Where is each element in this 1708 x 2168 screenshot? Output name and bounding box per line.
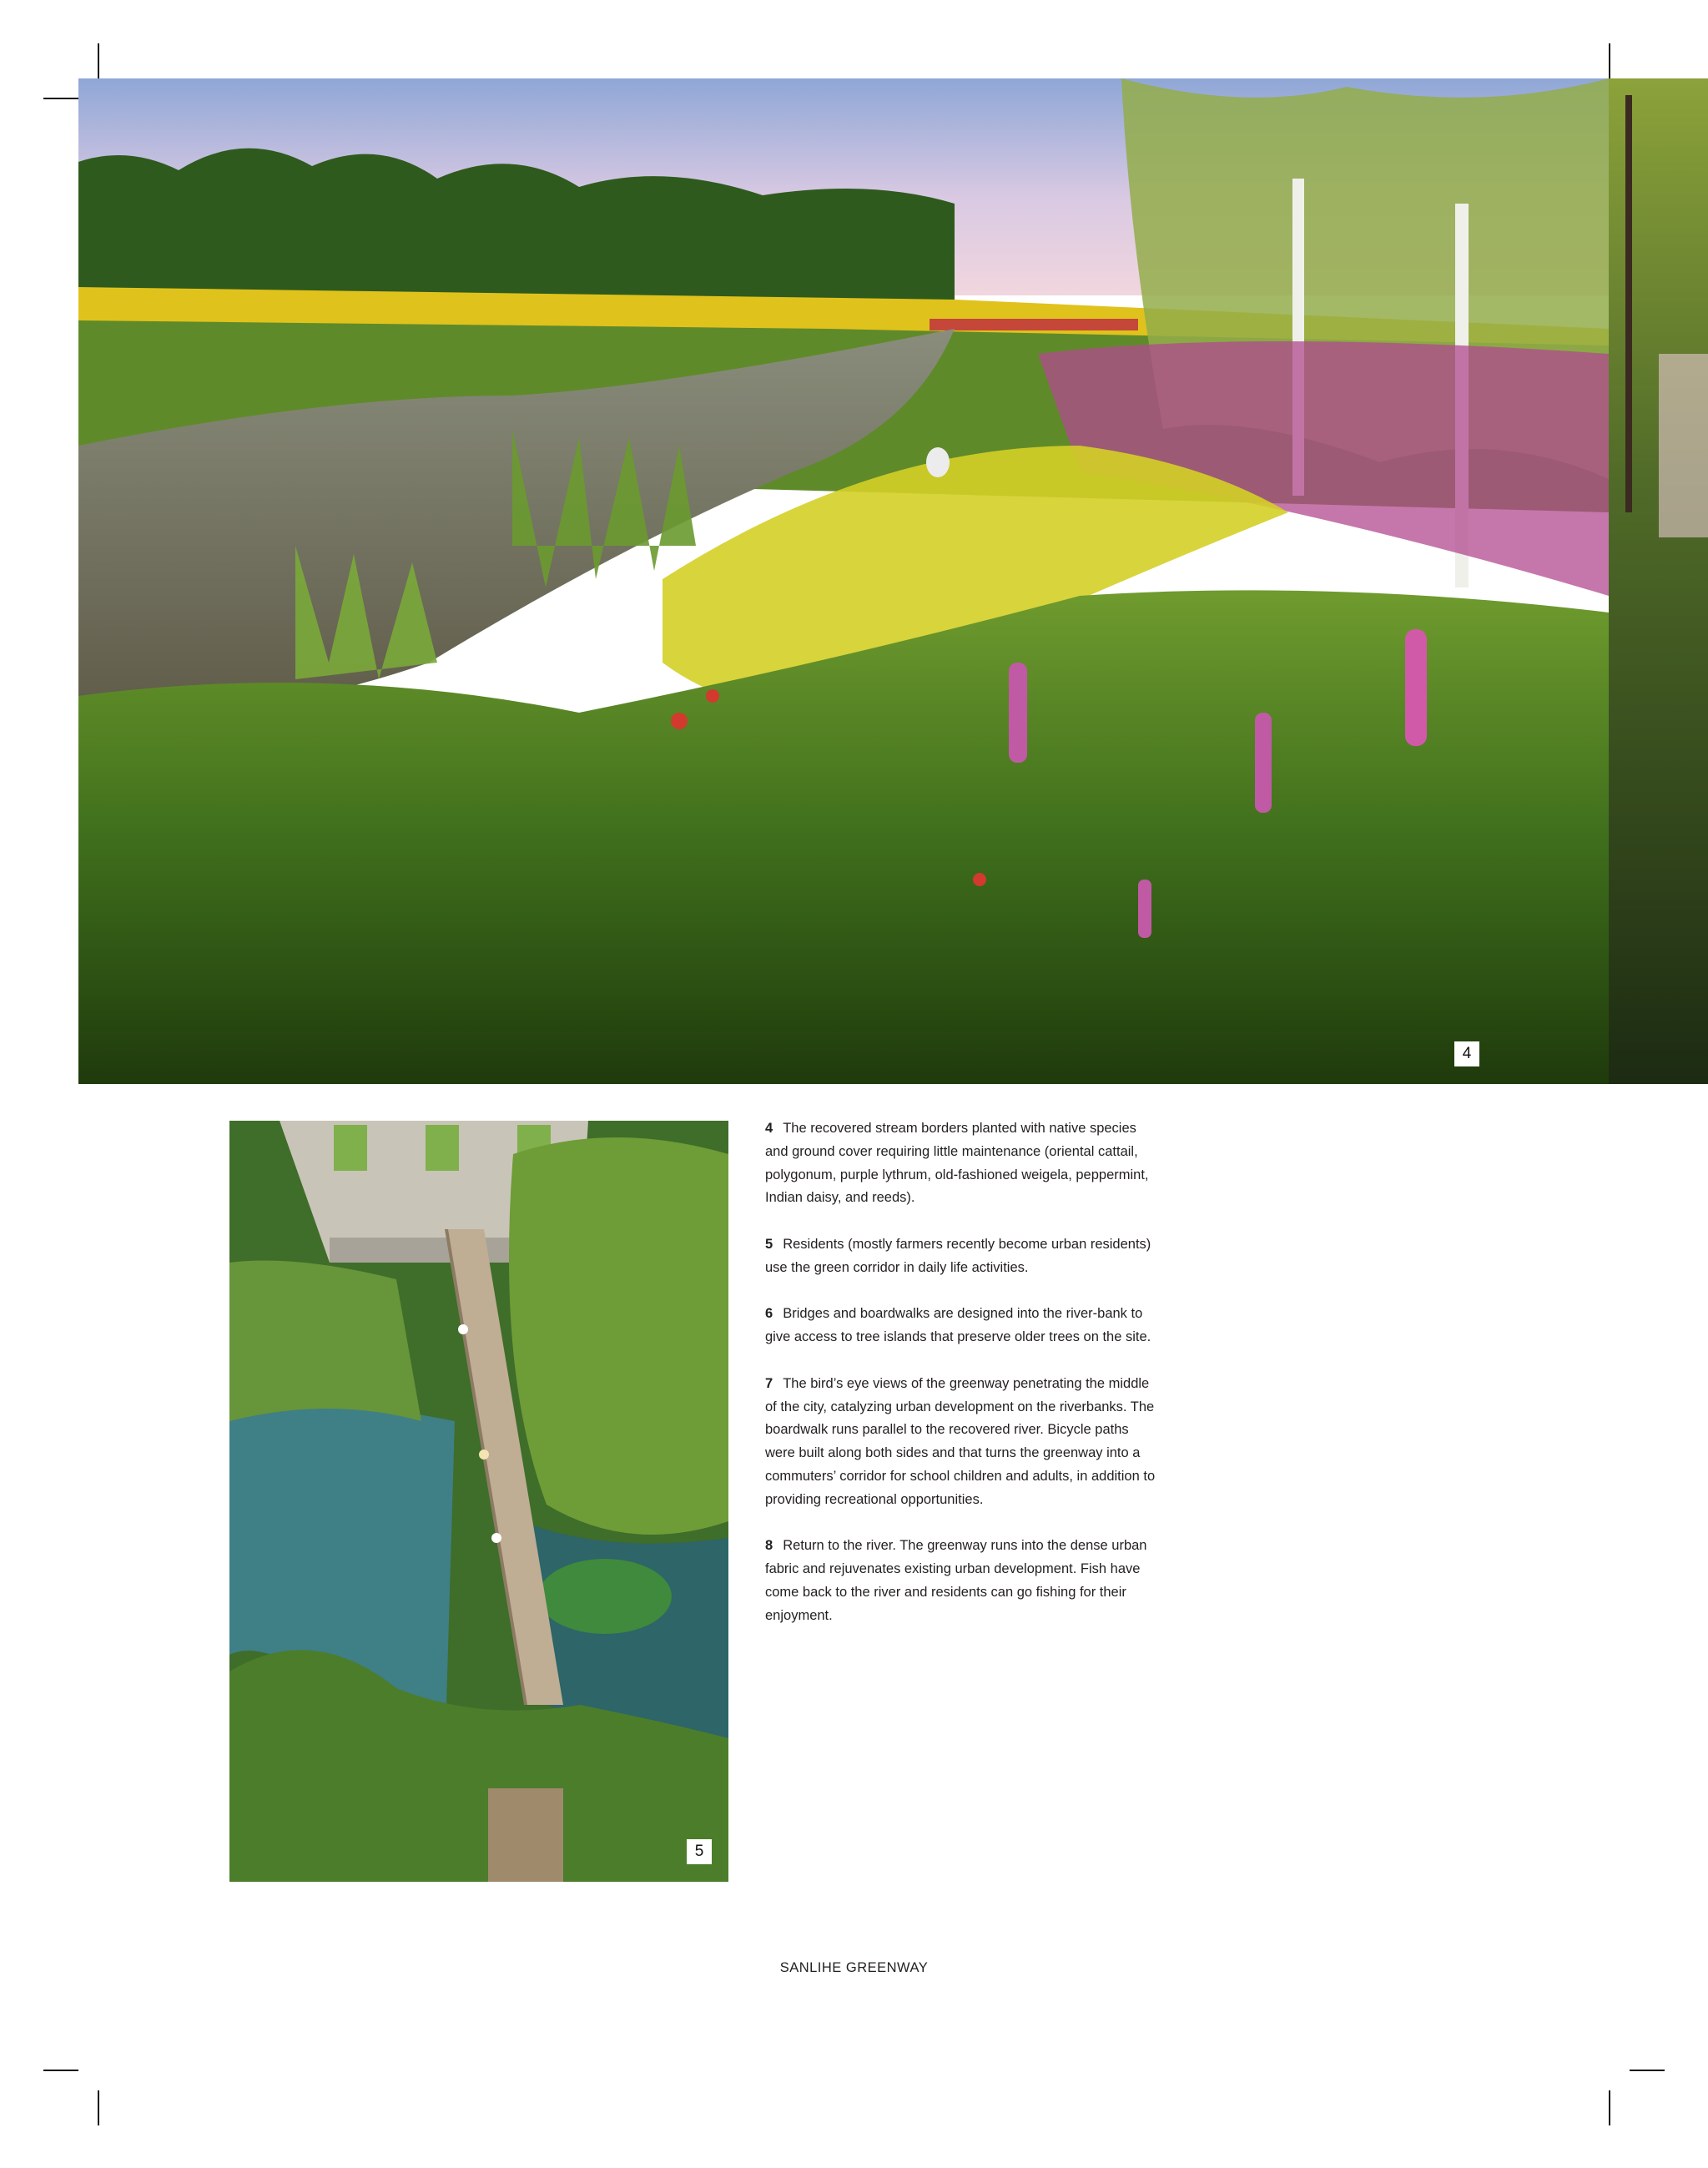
caption-8 <box>765 1535 1161 1627</box>
caption-text: Bridges and boardwalks are designed into the river-bank to give access to tree islands that preserve older trees on the site. <box>765 1306 1151 1345</box>
caption-7 <box>765 1373 1161 1512</box>
photo-adjacent-page-strip <box>1609 78 1708 1084</box>
crop-mark-bottom-left-horizontal <box>43 2070 78 2071</box>
crop-mark-bottom-left-vertical <box>98 2090 99 2125</box>
caption-number: 6 <box>765 1306 773 1322</box>
caption-text: The recovered stream borders planted with native species and ground cover requiring little maintenance (oriental cattail, polygonum, purple lythrum, old-fashioned weigela, peppermint, Indian daisy, and reeds). <box>765 1121 1149 1206</box>
photo-4-label: 4 <box>1454 1041 1479 1066</box>
photo-boardwalk-aerial <box>229 1121 728 1882</box>
crop-mark-top-left-horizontal <box>43 98 78 99</box>
caption-6 <box>765 1303 1161 1349</box>
caption-text: The bird’s eye views of the greenway penetrating the middle of the city, catalyzing urban development on the riverbanks. The boardwalk runs parallel to the recovered river. Bicycle paths were built along both sides and that turns the greenway into a commuters’ corridor for school children and adults, in addition to providing recreational opportunities. <box>765 1375 1156 1507</box>
captions-column <box>765 1117 1161 1651</box>
caption-number: 5 <box>765 1236 773 1252</box>
caption-5 <box>765 1233 1161 1280</box>
crop-mark-top-left-vertical <box>98 43 99 78</box>
crop-mark-bottom-right-vertical <box>1609 2090 1610 2125</box>
caption-text: Return to the river. The greenway runs into the dense urban fabric and rejuvenates existing urban development. Fish have come back to the river and residents can go fishing for their enjoyment. <box>765 1538 1147 1623</box>
crop-mark-top-right-vertical <box>1609 43 1610 78</box>
photo-5-label: 5 <box>687 1839 712 1864</box>
crop-mark-bottom-right-horizontal <box>1630 2070 1665 2071</box>
photo-stream-borders <box>78 78 1609 1084</box>
caption-4 <box>765 1117 1161 1210</box>
caption-text: Residents (mostly farmers recently become urban residents) use the green corridor in daily life activities. <box>765 1236 1151 1275</box>
caption-number: 7 <box>765 1375 773 1391</box>
caption-number: 8 <box>765 1538 773 1554</box>
running-footer: SANLIHE GREENWAY <box>779 1960 929 1975</box>
caption-number: 4 <box>765 1121 773 1136</box>
